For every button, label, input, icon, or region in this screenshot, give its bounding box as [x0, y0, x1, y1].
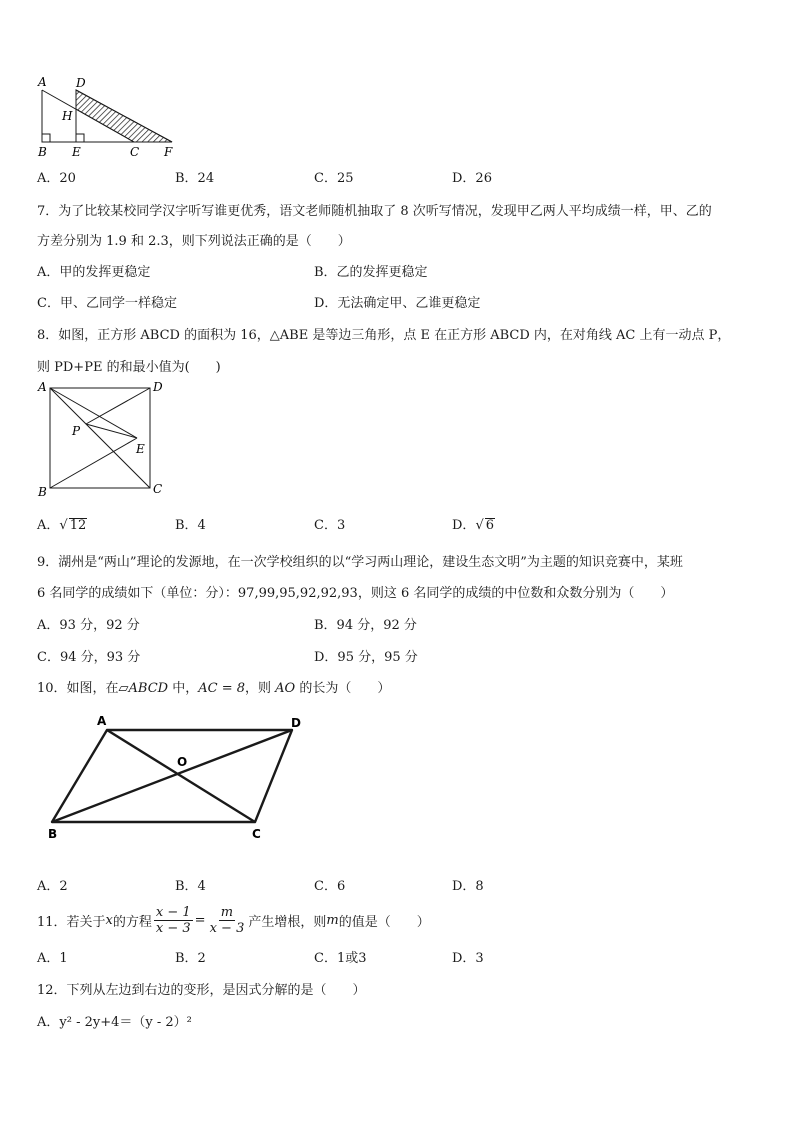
q8-option-c[interactable]: C．3 [314, 518, 346, 533]
q7-text-line2: 方差分别为 1.9 和 2.3，则下列说法正确的是（ ） [37, 234, 351, 249]
q7-text-line1: 7．为了比较某校同学汉字听写谁更优秀，语文老师随机抽取了 8 次听写情况，发现甲乙两人平均成绩一样，甲、乙的 [37, 204, 712, 219]
q8-option-d[interactable] [452, 514, 495, 533]
q10-figure [44, 710, 314, 846]
q8-option-b[interactable]: B．4 [175, 518, 206, 533]
q9-option-a[interactable]: A．93 分，92 分 [37, 618, 140, 633]
q11-option-a[interactable]: A．1 [37, 951, 68, 966]
q8-text-line1: 8．如图，正方形 ABCD 的面积为 16，△ABE 是等边三角形，点 E 在正方形 ABCD 内，在对角线 AC 上有一动点 P， [37, 328, 731, 343]
q10-equation: AC = 8 [198, 681, 246, 696]
label-e: E [136, 442, 145, 456]
q7-option-d[interactable]: D．无法确定甲、乙谁更稳定 [314, 296, 481, 311]
q10-option-a[interactable]: A．2 [37, 879, 68, 894]
q11-equals: = [194, 912, 206, 928]
q11-var: x [105, 912, 113, 928]
q10-mid: 中， [168, 681, 199, 696]
label-e: E [72, 145, 81, 159]
q11-lhs-numerator: x − 1 [155, 904, 191, 920]
q10-text [37, 677, 390, 696]
shaded-region [76, 90, 172, 142]
diagonal-bd [52, 730, 292, 822]
label-d: D [153, 380, 163, 394]
q8-text-line2: 则 PD+PE 的和最小值为( ) [37, 360, 221, 375]
q6-option-d[interactable]: D．26 [452, 171, 492, 186]
q11-mid2: 产生增根，则 [248, 914, 327, 930]
q9-text-line1: 9．湖州是“两山”理论的发源地，在一次学校组织的以“学习两山理论，建设生态文明”为主题的知识竞赛中，某班 [37, 555, 683, 570]
sqrt-icon: √ [475, 518, 484, 533]
q11-rhs-denominator: x − 3 [209, 920, 245, 936]
segment-be [50, 438, 137, 488]
q10-option-c[interactable]: C．6 [314, 879, 346, 894]
q7-option-c[interactable]: C．甲、乙同学一样稳定 [37, 296, 177, 311]
q10-prefix: 10．如图，在 [37, 681, 119, 696]
label-b: B [38, 145, 47, 159]
q8-option-a-prefix: A． [37, 518, 60, 533]
q11-var2: m [326, 912, 339, 928]
q7-option-b[interactable]: B．乙的发挥更稳定 [314, 265, 428, 280]
diagonal-ac [50, 388, 150, 488]
q11-prefix: 11．若关于 [37, 914, 106, 930]
q8-option-d-radicand: 6 [485, 518, 495, 533]
q6-figure [34, 74, 184, 162]
q8-option-d-prefix: D． [452, 518, 476, 533]
diagonal-ac [107, 730, 255, 822]
label-f: F [164, 145, 173, 159]
label-h: H [62, 109, 73, 123]
q11-lhs-denominator: x − 3 [155, 920, 191, 936]
label-b: B [38, 485, 47, 499]
label-d: D [291, 716, 301, 730]
q9-text-line2: 6 名同学的成绩如下（单位：分）：97,99,95,92,92,93，则这 6 名同学的成绩的中位数和众数分别为（ ） [37, 586, 674, 601]
q10-option-d[interactable]: D．8 [452, 879, 484, 894]
q6-option-c[interactable]: C．25 [314, 171, 354, 186]
q11-option-b[interactable]: B．2 [175, 951, 206, 966]
q6-option-a[interactable]: A．20 [37, 171, 76, 186]
q8-option-a[interactable] [37, 514, 87, 533]
segment-ae [50, 388, 137, 438]
q10-suffix: 的长为（ ） [295, 681, 391, 696]
q10-segment: AO [275, 681, 296, 696]
q11-option-c[interactable]: C．1或3 [314, 951, 367, 966]
q11-rhs-numerator: m [220, 904, 234, 920]
label-d: D [76, 76, 86, 90]
sqrt-icon: √ [59, 518, 68, 533]
q8-option-a-radicand: 12 [69, 518, 87, 533]
q12-text: 12．下列从左边到右边的变形，是因式分解的是（ ） [37, 983, 366, 998]
q7-option-a[interactable]: A．甲的发挥更稳定 [37, 265, 151, 280]
label-a: A [38, 75, 47, 89]
q11-text [37, 900, 430, 940]
q9-option-d[interactable]: D．95 分，95 分 [314, 650, 418, 665]
q10-option-b[interactable]: B．4 [175, 879, 206, 894]
q9-option-c[interactable]: C．94 分，93 分 [37, 650, 141, 665]
label-p: P [72, 424, 81, 438]
label-b: B [48, 827, 58, 841]
q12-option-a[interactable]: A．y² - 2y+4＝（y - 2）² [37, 1015, 192, 1030]
right-angle-e [76, 134, 84, 142]
q9-option-b[interactable]: B．94 分，92 分 [314, 618, 417, 633]
q10-figure-name: ▱ABCD [118, 681, 169, 696]
label-c: C [153, 482, 163, 496]
label-a: A [97, 714, 107, 728]
label-a: A [38, 380, 47, 394]
q11-option-d[interactable]: D．3 [452, 951, 484, 966]
q11-lhs-fraction [154, 905, 193, 936]
q10-mid2: ，则 [245, 681, 276, 696]
q11-mid: 的方程 [112, 914, 152, 930]
q6-option-b[interactable]: B．24 [175, 171, 215, 186]
right-angle-b [42, 134, 50, 142]
q11-rhs-fraction [208, 905, 247, 936]
label-c: C [130, 145, 140, 159]
q11-suffix: 的值是（ ） [338, 914, 430, 930]
label-c: C [252, 827, 261, 841]
q8-figure [34, 378, 174, 500]
label-o: O [177, 755, 188, 769]
segment-pd [86, 388, 150, 424]
